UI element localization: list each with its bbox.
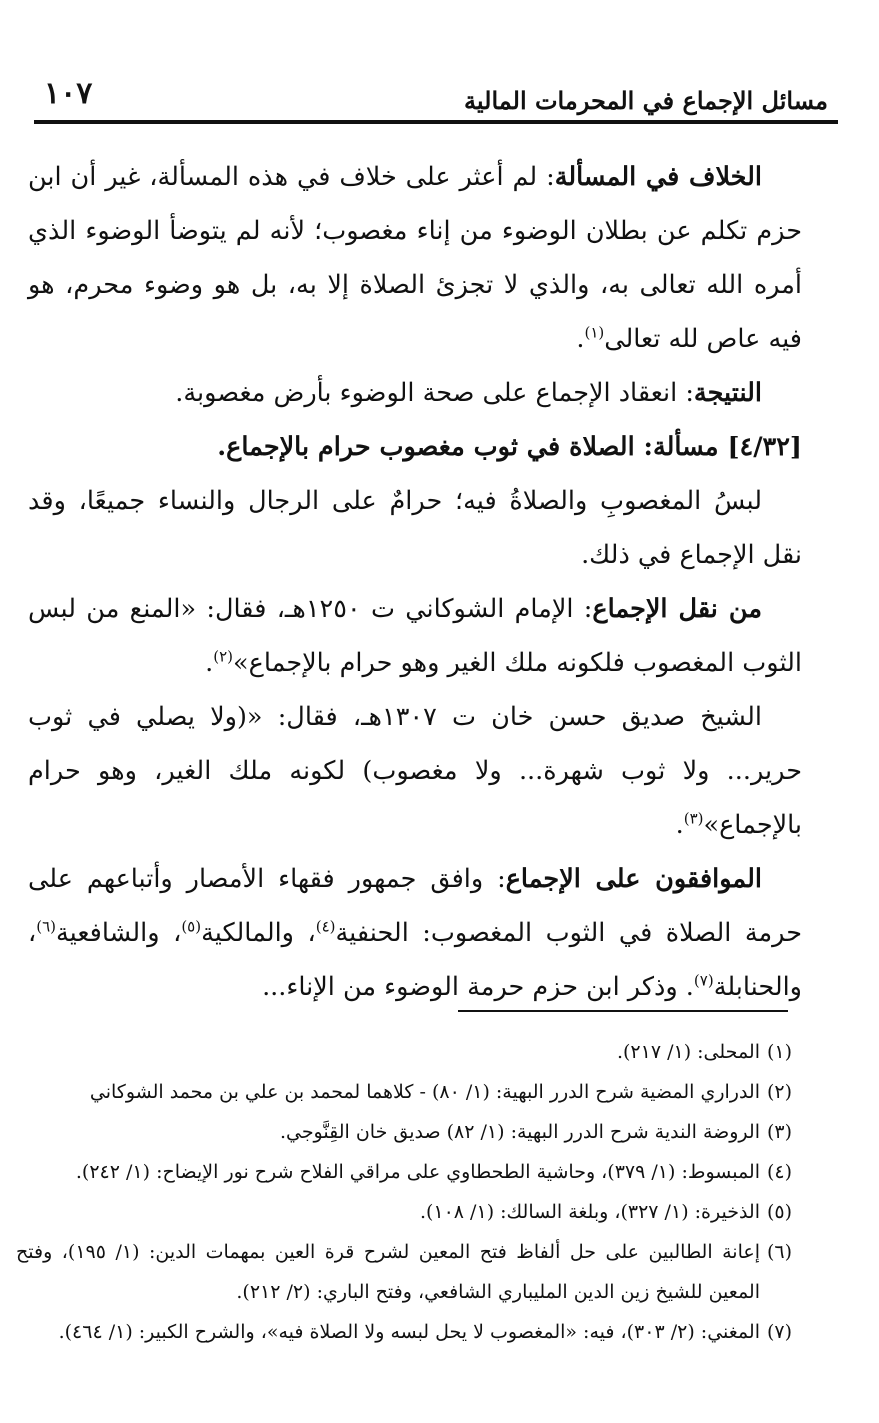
label-disagreement: الخلاف في المسألة	[554, 162, 762, 192]
footnote-item	[16, 1232, 792, 1312]
paragraph-siddiq-khan	[28, 690, 802, 852]
footnote-text: المبسوط: (١/ ٣٧٩)، وحاشية الطحطاوي على مراقي الفلاح شرح نور الإيضاح: (١/ ٢٤٢).	[75, 1161, 760, 1183]
footnote-item	[16, 1032, 792, 1072]
paragraph-disagreement	[28, 150, 802, 366]
footnote-item	[16, 1312, 792, 1352]
paragraph-end: .	[205, 648, 214, 678]
footnote-text: المغني: (٢/ ٣٠٣)، فيه: «المغصوب لا يحل لبسه ولا الصلاة فيه»، والشرح الكبير: (١/ ٤٦٤).	[58, 1321, 760, 1343]
paragraph-text: : لم أعثر على خلاف في هذه المسألة، غير أن ابن حزم تكلم عن بطلان الوضوء من إناء مغصوب؛ لأنه لم يتوضأ الوضوء الذي أمره الله تعالى به، والذي لا تجزئ الصلاة إلا به، بل هو وضوء محرم، هو فيه عاص لله تعالى	[28, 162, 802, 354]
header-rule	[34, 120, 838, 124]
paragraph-text: . وذكر ابن حزم حرمة الوضوء من الإناء...	[262, 972, 694, 1002]
label-agreeing: الموافقون على الإجماع	[505, 864, 762, 894]
paragraph-transmitters	[28, 582, 802, 690]
running-title: مسائل الإجماع في المحرمات المالية	[464, 86, 828, 115]
label-transmitters: من نقل الإجماع	[592, 594, 763, 624]
footnote-number: (٣)	[766, 1121, 792, 1143]
paragraph-text: الشيخ صديق حسن خان ت ١٣٠٧هـ، فقال: «(ولا يصلي في ثوب حرير... ولا ثوب شهرة... ولا مغصوب) لكونه ملك الغير، وهو حرام بالإجماع»	[28, 702, 802, 840]
footnote-number: (٢)	[766, 1081, 792, 1103]
paragraph-result	[28, 366, 802, 420]
footnote-text: الدراري المضية شرح الدرر البهية: (١/ ٨٠) - كلاهما لمحمد بن علي بن محمد الشوكاني	[89, 1081, 760, 1103]
page-number: ١٠٧	[44, 76, 93, 111]
footnote-item	[16, 1072, 792, 1112]
footnote-text: إعانة الطالبين على حل ألفاظ فتح المعين لشرح قرة العين بمهمات الدين: (١/ ١٩٥)، وفتح المعين للشيخ زين الدين المليباري الشافعي، وفتح الباري: (٢/ ٢١٢).	[16, 1241, 760, 1303]
footnote-item	[16, 1112, 792, 1152]
footnote-text: المحلى: (١/ ٢١٧).	[616, 1041, 760, 1063]
label-result: النتيجة	[693, 378, 762, 408]
issue-heading: [٤/٣٢] مسألة: الصلاة في ثوب مغصوب حرام بالإجماع.	[217, 432, 802, 462]
footnote-item	[16, 1192, 792, 1232]
footnote-ref-3: (٣)	[683, 809, 704, 828]
footnote-item	[16, 1152, 792, 1192]
footnote-separator	[458, 1010, 788, 1012]
paragraph-ruling: لبسُ المغصوبِ والصلاةُ فيه؛ حرامٌ على الرجال والنساء جميعًا، وقد نقل الإجماع في ذلك.	[28, 486, 802, 570]
paragraph-text: : انعقاد الإجماع على صحة الوضوء بأرض مغصوبة.	[175, 378, 694, 408]
footnote-number: (٧)	[766, 1321, 792, 1343]
paragraph-text: : الإمام الشوكاني ت ١٢٥٠هـ، فقال: «المنع من لبس الثوب المغصوب فلكونه ملك الغير وهو حرام بالإجماع»	[28, 594, 802, 678]
footnote-ref-7: (٧)	[693, 971, 714, 990]
footnote-ref-2: (٢)	[213, 647, 234, 666]
footnote-ref-6: (٦)	[36, 917, 57, 936]
footnote-text: الذخيرة: (١/ ٣٢٧)، وبلغة السالك: (١/ ١٠٨).	[419, 1201, 760, 1223]
footnotes	[16, 1032, 792, 1352]
footnote-number: (٤)	[766, 1161, 792, 1183]
footnote-number: (٥)	[766, 1201, 792, 1223]
paragraph-agreeing	[28, 852, 802, 1014]
paragraph-text: ، والشافعية	[56, 918, 182, 948]
footnote-number: (١)	[766, 1041, 792, 1063]
paragraph-end: .	[675, 810, 684, 840]
paragraph-end: .	[576, 324, 585, 354]
footnote-ref-5: (٥)	[181, 917, 202, 936]
page-header	[34, 72, 834, 118]
paragraph-text: ، والحنابلة	[28, 918, 802, 1002]
main-text	[28, 150, 802, 1014]
footnote-number: (٦)	[766, 1241, 792, 1263]
footnote-ref-4: (٤)	[315, 917, 336, 936]
footnote-ref-1: (١)	[584, 323, 605, 342]
footnote-text: الروضة الندية شرح الدرر البهية: (١/ ٨٢) صديق خان القِنَّوجي.	[279, 1121, 760, 1143]
paragraph-text: ، والمالكية	[201, 918, 316, 948]
paragraph-text: : وافق جمهور فقهاء الأمصار وأتباعهم على حرمة الصلاة في الثوب المغصوب: الحنفية	[28, 864, 802, 948]
